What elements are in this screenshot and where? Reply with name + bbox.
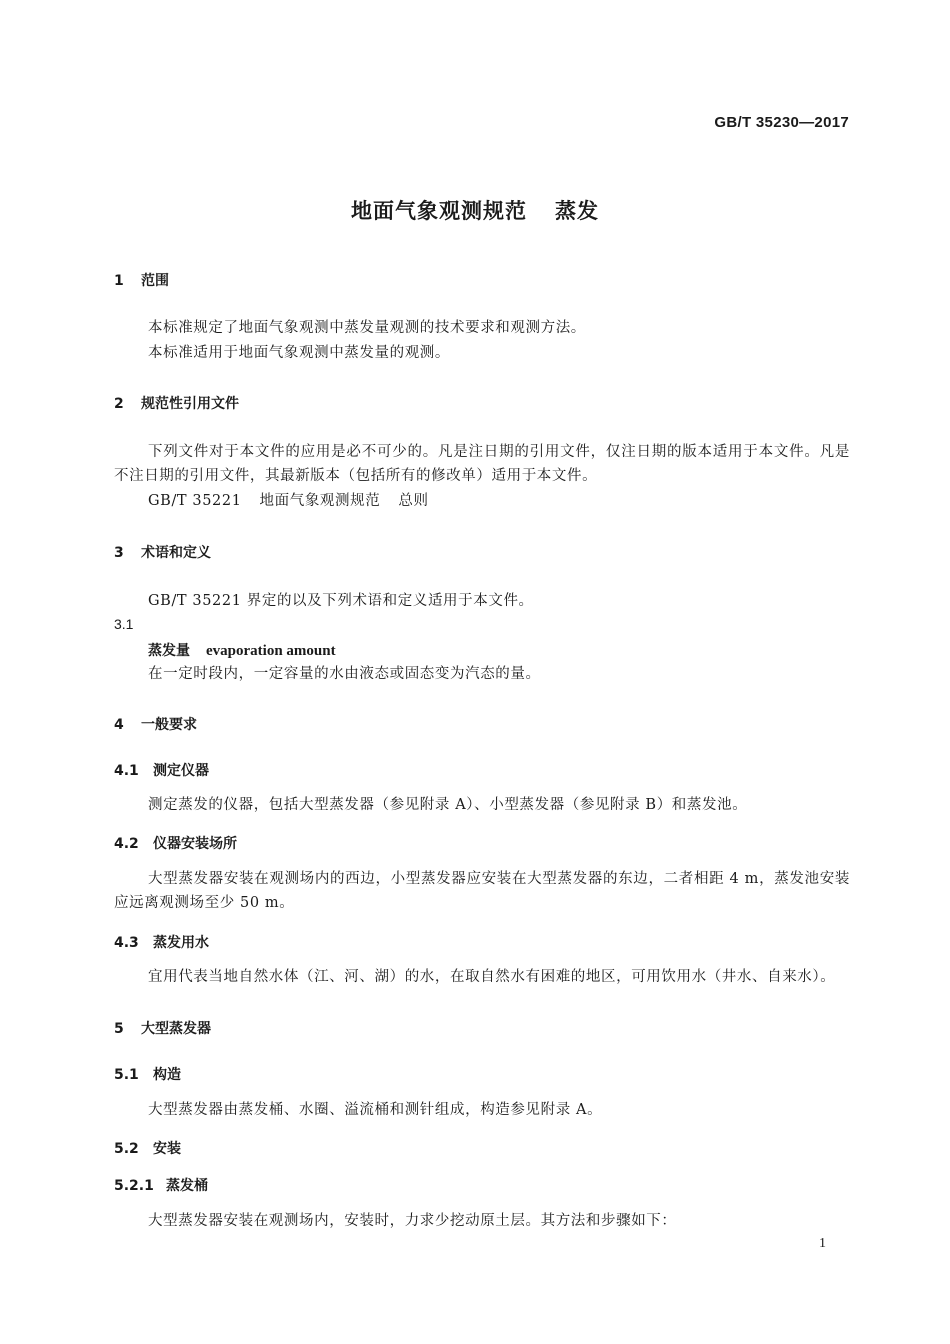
page-title	[0, 195, 950, 225]
section-4-1-para: 测定蒸发的仪器，包括大型蒸发器（参见附录 A）、小型蒸发器（参见附录 B）和蒸发池。	[148, 797, 748, 813]
section-5-2-1-heading: 5.2.1 蒸发桶	[114, 1178, 208, 1194]
section-4-1-heading: 4.1 测定仪器	[114, 763, 209, 779]
section-5-1-heading: 5.1 构造	[114, 1067, 181, 1083]
term-3-1: 蒸发量 evaporation amount	[148, 643, 336, 659]
section-5-2-1-para: 大型蒸发器安装在观测场内，安装时，力求少挖动原土层。其方法和步骤如下：	[148, 1213, 677, 1229]
title-main: 地面气象观测规范	[351, 199, 527, 223]
section-3-heading: 3 术语和定义	[114, 545, 211, 561]
section-5-1-para: 大型蒸发器由蒸发桶、水圈、溢流桶和测针组成，构造参见附录 A。	[148, 1102, 603, 1118]
normative-reference: GB/T 35221 地面气象观测规范 总则	[148, 493, 429, 509]
section-4-heading: 4 一般要求	[114, 717, 197, 733]
section-4-2-para: 大型蒸发器安装在观测场内的西边，小型蒸发器应安装在大型蒸发器的东边，二者相距 4 m，蒸发池安装应远离观测场至少 50 m。	[114, 871, 850, 911]
section-4-2-heading: 4.2 仪器安装场所	[114, 836, 237, 852]
section-3-para-1: GB/T 35221 界定的以及下列术语和定义适用于本文件。	[148, 593, 534, 609]
page-number: 1	[819, 1236, 826, 1251]
section-1-para-1: 本标准规定了地面气象观测中蒸发量观测的技术要求和观测方法。	[148, 320, 586, 336]
term-3-1-number: 3.1	[114, 616, 134, 632]
section-5-2-heading: 5.2 安装	[114, 1141, 181, 1157]
section-4-3-heading: 4.3 蒸发用水	[114, 935, 209, 951]
standard-number: GB/T 35230—2017	[714, 114, 849, 131]
section-5-heading: 5 大型蒸发器	[114, 1021, 211, 1037]
title-sub: 蒸发	[555, 199, 599, 223]
section-2-para-1: 下列文件对于本文件的应用是必不可少的。凡是注日期的引用文件，仅注日期的版本适用于本文件。凡是不注日期的引用文件，其最新版本（包括所有的修改单）适用于本文件。	[114, 444, 850, 484]
section-1-heading: 1 范围	[114, 273, 169, 289]
section-4-3-para: 宜用代表当地自然水体（江、河、湖）的水，在取自然水有困难的地区，可用饮用水（井水、自来水）。	[148, 969, 836, 985]
section-2-heading: 2 规范性引用文件	[114, 396, 239, 412]
term-3-1-definition: 在一定时段内，一定容量的水由液态或固态变为汽态的量。	[148, 666, 541, 682]
section-1-para-2: 本标准适用于地面气象观测中蒸发量的观测。	[148, 345, 450, 361]
